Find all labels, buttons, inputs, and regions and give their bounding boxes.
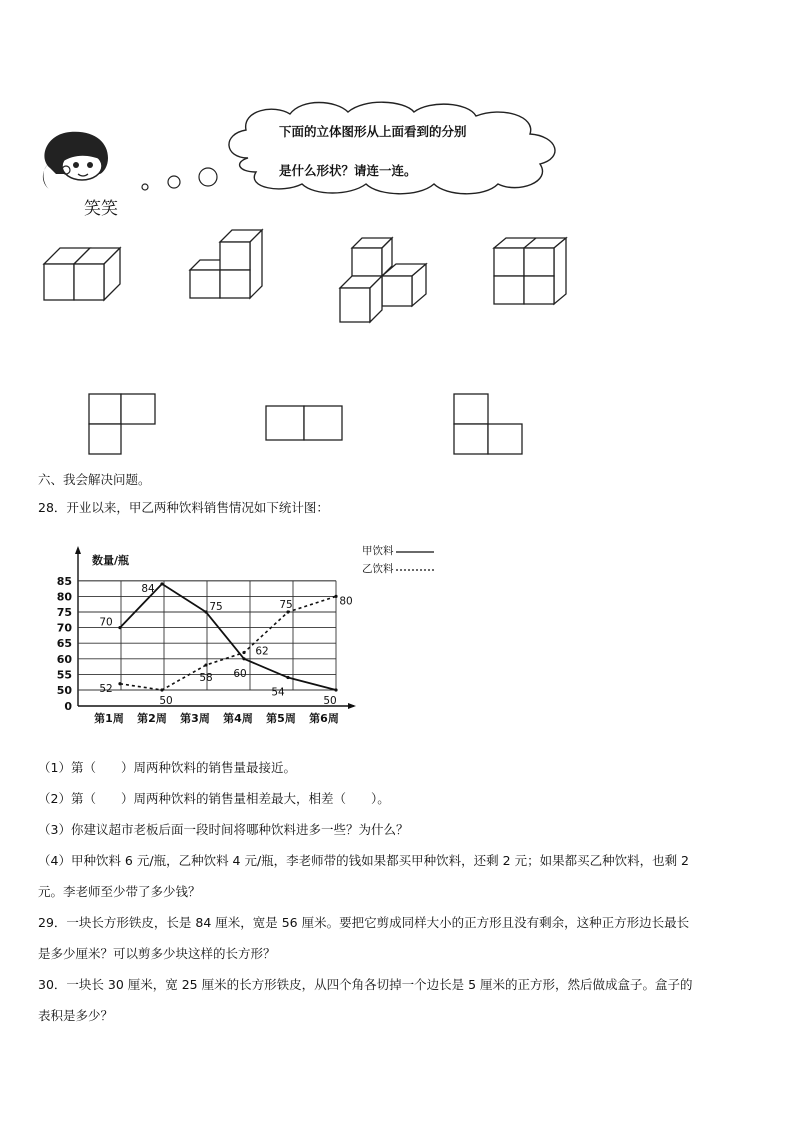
cloud-text-line1: 下面的立体图形从上面看到的分别 — [279, 124, 467, 139]
y-tick-label: 50 — [56, 684, 72, 697]
y-axis-arrow — [75, 546, 81, 554]
sales-line-chart — [40, 540, 440, 740]
solid-figure-1 — [40, 244, 130, 304]
section-heading: 六、我会解决问题。 — [38, 472, 151, 487]
speech-cloud — [218, 98, 580, 198]
data-point — [118, 682, 121, 685]
question-30-line1: 30．一块长 30 厘米，宽 25 厘米的长方形铁皮，从四个角各切掉一个边长是 5 厘米的正方形，然后做成盒子。盒子的 — [38, 977, 693, 992]
question-28-stem: 28．开业以来，甲乙两种饮料销售情况如下统计图： — [38, 500, 329, 515]
data-label: 50 — [323, 695, 337, 707]
data-label: 60 — [233, 667, 247, 680]
y-tick-label: 85 — [56, 574, 72, 588]
data-label: 84 — [141, 582, 155, 595]
legend-label: 甲饮料 — [362, 545, 394, 557]
top-view-shape-3 — [452, 392, 526, 458]
question-28-part-1: （1）第（ ）周两种饮料的销售量最接近。 — [38, 760, 296, 775]
y-tick-label: 55 — [56, 668, 72, 682]
solid-figure-3 — [336, 236, 436, 326]
x-tick-label: 第4周 — [223, 712, 253, 725]
character-name: 笑笑 — [84, 199, 118, 219]
data-label: 58 — [199, 672, 213, 685]
legend-label: 乙饮料 — [362, 563, 394, 575]
question-28-part-3: （3）你建议超市老板后面一段时间将哪种饮料进多一些？为什么？ — [38, 822, 409, 837]
data-label: 80 — [339, 595, 353, 608]
thought-bubbles — [140, 160, 220, 190]
data-point — [160, 688, 163, 691]
data-point — [242, 651, 245, 654]
data-point — [242, 657, 245, 660]
data-point — [286, 676, 289, 679]
question-29-line1: 29．一块长方形铁皮，长是 84 厘米，宽是 56 厘米。要把它剪成同样大小的正方形且没有剩余，这种正方形边长最长 — [38, 915, 690, 930]
data-point — [160, 582, 163, 585]
x-tick-label: 第5周 — [266, 712, 296, 725]
data-label: 62 — [255, 645, 269, 658]
data-label: 54 — [271, 686, 285, 699]
top-view-shape-1 — [87, 392, 159, 458]
data-label: 70 — [99, 616, 113, 629]
y-tick-label: 70 — [56, 621, 72, 635]
data-point — [334, 595, 337, 598]
data-label: 52 — [99, 682, 113, 695]
data-point — [204, 610, 207, 613]
x-tick-label: 第2周 — [137, 712, 167, 725]
question-30-line2: 表积是多少？ — [38, 1008, 114, 1023]
cloud-text-line2: 是什么形状？请连一连。 — [279, 163, 417, 178]
y-tick-label: 75 — [56, 606, 72, 619]
question-28-part-4-line1: （4）甲种饮料 6 元/瓶，乙种饮料 4 元/瓶，李老师带的钱如果都买甲种饮料，还剩 2 元；如果都买乙种饮料，也剩 2 — [38, 853, 690, 868]
y-tick-label: 0 — [64, 700, 72, 713]
data-point — [118, 626, 121, 629]
x-axis-arrow — [348, 703, 356, 709]
top-view-shape-2 — [264, 404, 348, 444]
x-tick-label: 第6周 — [309, 712, 339, 725]
data-label: 50 — [159, 695, 173, 707]
question-28-part-4-line2: 元。李老师至少带了多少钱？ — [38, 884, 201, 899]
solid-figure-4 — [490, 236, 570, 308]
solid-figure-2 — [186, 226, 266, 302]
y-tick-label: 65 — [56, 637, 72, 651]
y-tick-label: 80 — [56, 590, 72, 604]
data-point — [334, 688, 337, 691]
y-axis-title: 数量/瓶 — [92, 554, 130, 567]
question-28-part-2: （2）第（ ）周两种饮料的销售量相差最大，相差（ ）。 — [38, 791, 390, 806]
data-label: 75 — [279, 599, 293, 611]
y-tick-label: 60 — [56, 652, 72, 666]
data-point — [204, 663, 207, 666]
data-label: 75 — [209, 601, 223, 613]
x-tick-label: 第1周 — [94, 712, 124, 725]
x-tick-label: 第3周 — [180, 712, 210, 725]
question-29-line2: 是多少厘米？可以剪多少块这样的长方形？ — [38, 946, 276, 961]
